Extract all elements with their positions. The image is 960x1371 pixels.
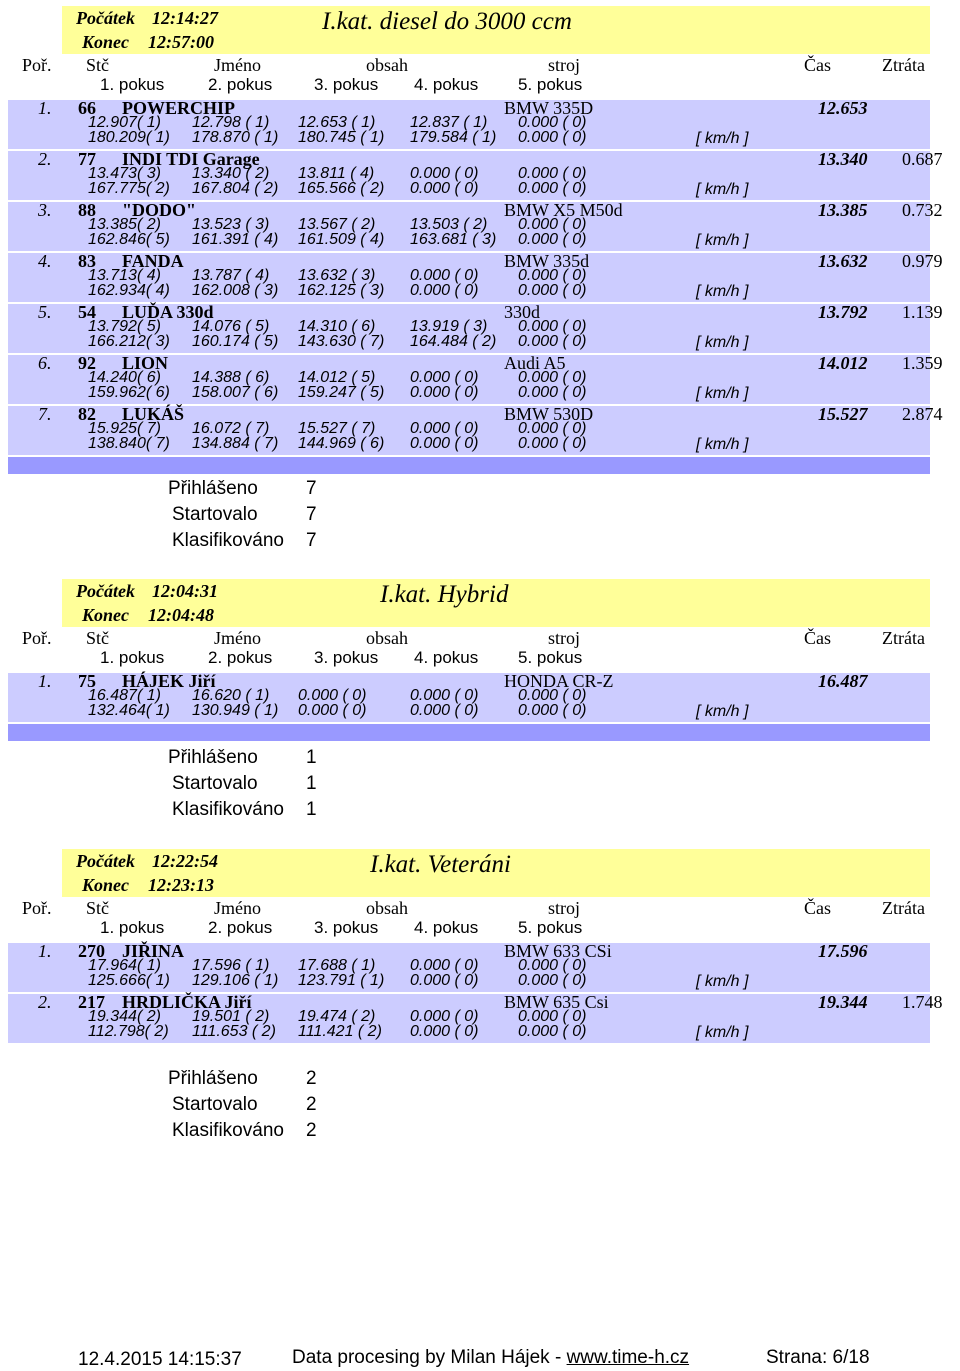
attempt-time-2: 14.076 ( 5) [192,318,270,335]
stat-value-klasifikovano: 2 [306,1120,317,1141]
result-start-number: 88 [78,200,96,220]
attempt-speed-3: 162.125 ( 3) [298,282,385,299]
attempt-time-1: 13.713( 4) [88,267,161,284]
attempt-time-4: 13.503 ( 2) [410,216,488,233]
attempt-time-3: 13.567 ( 2) [298,216,376,233]
result-name: HRDLIČKA Jiří [122,992,252,1012]
attempt-speed-2: 178.870 ( 1) [192,129,279,146]
attempt-speed-2: 160.174 ( 5) [192,333,279,350]
attempt-time-5: 0.000 ( 0) [518,267,587,284]
column-p5: 5. pokus [518,648,583,667]
column-jmeno: Jméno [214,55,261,75]
stat-label-prihlaseno: Přihlášeno [168,1068,258,1089]
result-loss: 1.748 [902,992,943,1012]
result-start-number: 82 [78,404,96,424]
stat-label-prihlaseno: Přihlášeno [168,747,258,768]
speed-unit: [ km/h ] [696,283,749,300]
stat-value-prihlaseno: 2 [306,1068,317,1089]
speed-unit: [ km/h ] [696,703,749,720]
attempt-time-4: 0.000 ( 0) [410,1008,479,1025]
result-car: BMW 335d [504,251,590,271]
attempt-time-3: 19.474 ( 2) [298,1008,376,1025]
result-loss: 0.979 [902,251,943,271]
column-ztrata: Ztráta [882,628,925,648]
stat-value-prihlaseno: 1 [306,747,317,768]
stat-value-startovalo: 1 [306,773,317,794]
attempt-speed-4: 0.000 ( 0) [410,435,479,452]
stat-value-klasifikovano: 7 [306,530,317,551]
speed-unit: [ km/h ] [696,1024,749,1041]
attempt-time-4: 0.000 ( 0) [410,369,479,386]
column-p3: 3. pokus [314,918,379,937]
result-rank: 3. [38,200,52,220]
attempt-speed-1: 112.798( 2) [88,1023,169,1040]
stat-label-startovalo: Startovalo [172,1094,258,1115]
result-rank: 7. [38,404,52,424]
speed-unit: [ km/h ] [696,130,749,147]
attempt-speed-5: 0.000 ( 0) [518,972,587,989]
section-separator [8,724,930,741]
column-p5: 5. pokus [518,75,583,94]
attempt-speed-4: 0.000 ( 0) [410,1023,479,1040]
attempt-time-2: 17.596 ( 1) [192,957,270,974]
attempt-time-3: 0.000 ( 0) [298,687,367,704]
attempt-speed-1: 162.934( 4) [88,282,170,299]
column-cas: Čas [804,628,831,648]
end-time: 12:04:48 [148,605,214,625]
column-stc: Stč [86,55,110,75]
attempt-speed-5: 0.000 ( 0) [518,180,587,197]
attempt-speed-5: 0.000 ( 0) [518,435,587,452]
attempt-time-2: 16.620 ( 1) [192,687,270,704]
attempt-time-4: 0.000 ( 0) [410,267,479,284]
attempt-speed-2: 162.008 ( 3) [192,282,279,299]
result-rank: 1. [38,941,52,961]
attempt-time-2: 13.340 ( 2) [192,165,270,182]
result-start-number: 54 [78,302,96,322]
attempt-speed-4: 179.584 ( 1) [410,129,497,146]
footer-credit [292,1347,689,1369]
attempt-speed-4: 0.000 ( 0) [410,180,479,197]
column-cas: Čas [804,55,831,75]
attempt-time-5: 0.000 ( 0) [518,114,587,131]
footer-credit-text: Data procesing by Milan Hájek - [292,1347,567,1368]
footer-date: 12.4.2015 14:15:37 [78,1349,242,1370]
attempt-speed-4: 164.484 ( 2) [410,333,497,350]
start-label: Počátek [76,851,135,871]
stat-value-prihlaseno: 7 [306,478,317,499]
result-rank: 2. [38,149,52,169]
result-name: HÁJEK Jiří [122,671,216,691]
speed-unit: [ km/h ] [696,436,749,453]
column-jmeno: Jméno [214,898,261,918]
attempt-time-4: 0.000 ( 0) [410,420,479,437]
attempt-speed-5: 0.000 ( 0) [518,231,587,248]
result-car: BMW 335D [504,98,594,118]
attempt-time-2: 16.072 ( 7) [192,420,270,437]
result-best-time: 17.596 [818,941,868,961]
start-time: 12:22:54 [152,851,218,871]
column-ztrata: Ztráta [882,55,925,75]
category-title: I.kat. Hybrid [380,581,509,608]
attempt-speed-3: 111.421 ( 2) [298,1023,382,1040]
result-best-time: 13.792 [818,302,868,322]
attempt-speed-4: 0.000 ( 0) [410,384,479,401]
attempt-speed-3: 143.630 ( 7) [298,333,385,350]
attempt-time-5: 0.000 ( 0) [518,318,587,335]
column-obsah: obsah [366,55,408,75]
column-p3: 3. pokus [314,648,379,667]
attempt-time-3: 15.527 ( 7) [298,420,376,437]
attempt-speed-5: 0.000 ( 0) [518,1023,587,1040]
result-best-time: 14.012 [818,353,868,373]
column-p2: 2. pokus [208,75,273,94]
column-p2: 2. pokus [208,648,273,667]
footer-page-number: Strana: 6/18 [766,1347,870,1368]
attempt-time-3: 13.632 ( 3) [298,267,376,284]
column-p1: 1. pokus [100,75,165,94]
result-rank: 6. [38,353,52,373]
attempt-time-5: 0.000 ( 0) [518,1008,587,1025]
result-start-number: 75 [78,671,96,691]
result-rank: 2. [38,992,52,1012]
result-start-number: 217 [78,992,105,1012]
attempt-speed-5: 0.000 ( 0) [518,384,587,401]
attempt-time-1: 16.487( 1) [88,687,161,704]
speed-unit: [ km/h ] [696,232,749,249]
stat-label-klasifikovano: Klasifikováno [172,799,284,820]
stat-label-startovalo: Startovalo [172,773,258,794]
attempt-speed-3: 180.745 ( 1) [298,129,385,146]
column-por: Poř. [22,628,52,648]
speed-unit: [ km/h ] [696,973,749,990]
attempt-time-3: 17.688 ( 1) [298,957,376,974]
result-name: LUĎA 330d [122,302,214,322]
result-start-number: 83 [78,251,96,271]
column-obsah: obsah [366,898,408,918]
category-title: I.kat. Veteráni [370,851,511,878]
column-p2: 2. pokus [208,918,273,937]
result-best-time: 13.385 [818,200,868,220]
result-name: LION [122,353,169,373]
attempt-speed-4: 0.000 ( 0) [410,702,479,719]
start-time: 12:04:31 [152,581,218,601]
attempt-time-5: 0.000 ( 0) [518,420,587,437]
stat-value-startovalo: 2 [306,1094,317,1115]
result-rank: 4. [38,251,52,271]
result-best-time: 12.653 [818,98,868,118]
column-stc: Stč [86,628,110,648]
attempt-time-1: 14.240( 6) [88,369,161,386]
result-rank: 5. [38,302,52,322]
attempt-speed-5: 0.000 ( 0) [518,282,587,299]
attempt-time-1: 12.907( 1) [88,114,161,131]
attempt-time-2: 13.787 ( 4) [192,267,270,284]
attempt-time-4: 12.837 ( 1) [410,114,488,131]
result-car: Audi A5 [504,353,566,373]
attempt-speed-2: 134.884 ( 7) [192,435,279,452]
attempt-speed-1: 167.775( 2) [88,180,170,197]
attempt-speed-2: 111.653 ( 2) [192,1023,276,1040]
result-name: POWERCHIP [122,98,236,118]
result-name: "DODO" [122,200,196,220]
attempt-speed-1: 125.666( 1) [88,972,170,989]
result-loss: 2.874 [902,404,943,424]
result-loss: 1.359 [902,353,943,373]
attempt-speed-3: 144.969 ( 6) [298,435,385,452]
column-stroj: stroj [548,628,581,648]
result-best-time: 13.340 [818,149,868,169]
attempt-speed-2: 167.804 ( 2) [192,180,279,197]
result-start-number: 270 [78,941,105,961]
column-obsah: obsah [366,628,408,648]
result-name: JIŘINA [122,941,185,961]
attempt-speed-2: 129.106 ( 1) [192,972,279,989]
category-title: I.kat. diesel do 3000 ccm [322,8,572,35]
attempt-speed-3: 165.566 ( 2) [298,180,385,197]
attempt-time-5: 0.000 ( 0) [518,165,587,182]
attempt-time-1: 15.925( 7) [88,420,161,437]
column-stroj: stroj [548,55,581,75]
stat-label-klasifikovano: Klasifikováno [172,530,284,551]
stat-label-klasifikovano: Klasifikováno [172,1120,284,1141]
attempt-time-1: 13.473( 3) [88,165,161,182]
speed-unit: [ km/h ] [696,334,749,351]
attempt-speed-4: 0.000 ( 0) [410,282,479,299]
attempt-speed-1: 162.846( 5) [88,231,170,248]
result-rank: 1. [38,671,52,691]
result-rank: 1. [38,98,52,118]
stat-value-startovalo: 7 [306,504,317,525]
attempt-time-3: 13.811 ( 4) [298,165,375,182]
end-label: Konec [82,605,129,625]
result-car: BMW 633 CSi [504,941,612,961]
column-p5: 5. pokus [518,918,583,937]
result-car: BMW X5 M50d [504,200,623,220]
attempt-speed-3: 123.791 ( 1) [298,972,385,989]
attempt-time-4: 13.919 ( 3) [410,318,488,335]
attempt-speed-1: 166.212( 3) [88,333,170,350]
attempt-time-2: 13.523 ( 3) [192,216,270,233]
column-p3: 3. pokus [314,75,379,94]
result-start-number: 77 [78,149,96,169]
result-loss: 1.139 [902,302,943,322]
stat-value-klasifikovano: 1 [306,799,317,820]
attempt-speed-5: 0.000 ( 0) [518,129,587,146]
attempt-speed-5: 0.000 ( 0) [518,702,587,719]
column-p4: 4. pokus [414,648,479,667]
speed-unit: [ km/h ] [696,385,749,402]
stat-label-startovalo: Startovalo [172,504,258,525]
result-name: LUKÁŠ [122,404,185,424]
attempt-time-1: 19.344( 2) [88,1008,161,1025]
attempt-speed-3: 159.247 ( 5) [298,384,385,401]
result-loss: 0.687 [902,149,943,169]
attempt-speed-1: 180.209( 1) [88,129,170,146]
result-name: FANDA [122,251,184,271]
end-time: 12:23:13 [148,875,214,895]
attempt-time-5: 0.000 ( 0) [518,687,587,704]
attempt-speed-2: 161.391 ( 4) [192,231,279,248]
attempt-time-1: 17.964( 1) [88,957,161,974]
attempt-time-5: 0.000 ( 0) [518,216,587,233]
attempt-time-3: 14.310 ( 6) [298,318,376,335]
attempt-speed-3: 161.509 ( 4) [298,231,385,248]
result-start-number: 66 [78,98,96,118]
attempt-time-1: 13.792( 5) [88,318,161,335]
start-label: Počátek [76,581,135,601]
column-ztrata: Ztráta [882,898,925,918]
column-p1: 1. pokus [100,918,165,937]
attempt-time-5: 0.000 ( 0) [518,957,587,974]
column-p4: 4. pokus [414,918,479,937]
column-por: Poř. [22,898,52,918]
end-label: Konec [82,32,129,52]
attempt-speed-3: 0.000 ( 0) [298,702,367,719]
column-stroj: stroj [548,898,581,918]
footer-website-link[interactable]: www.time-h.cz [566,1347,690,1368]
attempt-time-4: 0.000 ( 0) [410,957,479,974]
result-car: 330d [504,302,540,322]
result-car: BMW 635 Csi [504,992,609,1012]
attempt-time-3: 12.653 ( 1) [298,114,376,131]
result-car: HONDA CR-Z [504,671,614,691]
end-time: 12:57:00 [148,32,214,52]
attempt-speed-1: 132.464( 1) [88,702,170,719]
result-best-time: 19.344 [818,992,868,1012]
result-name: INDI TDI Garage [122,149,260,169]
section-separator [8,457,930,474]
speed-unit: [ km/h ] [696,181,749,198]
attempt-speed-2: 158.007 ( 6) [192,384,279,401]
attempt-time-2: 12.798 ( 1) [192,114,270,131]
attempt-time-5: 0.000 ( 0) [518,369,587,386]
attempt-time-4: 0.000 ( 0) [410,165,479,182]
column-cas: Čas [804,898,831,918]
attempt-time-2: 14.388 ( 6) [192,369,270,386]
result-car: BMW 530D [504,404,594,424]
column-p4: 4. pokus [414,75,479,94]
result-loss: 0.732 [902,200,943,220]
start-label: Počátek [76,8,135,28]
attempt-time-2: 19.501 ( 2) [192,1008,270,1025]
attempt-speed-1: 138.840( 7) [88,435,170,452]
end-label: Konec [82,875,129,895]
attempt-speed-5: 0.000 ( 0) [518,333,587,350]
attempt-speed-2: 130.949 ( 1) [192,702,279,719]
column-por: Poř. [22,55,52,75]
result-best-time: 15.527 [818,404,868,424]
result-best-time: 16.487 [818,671,868,691]
attempt-time-3: 14.012 ( 5) [298,369,376,386]
column-p1: 1. pokus [100,648,165,667]
attempt-time-4: 0.000 ( 0) [410,687,479,704]
attempt-speed-4: 163.681 ( 3) [410,231,497,248]
start-time: 12:14:27 [152,8,218,28]
stat-label-prihlaseno: Přihlášeno [168,478,258,499]
attempt-time-1: 13.385( 2) [88,216,161,233]
attempt-speed-1: 159.962( 6) [88,384,170,401]
column-stc: Stč [86,898,110,918]
result-start-number: 92 [78,353,96,373]
column-jmeno: Jméno [214,628,261,648]
result-best-time: 13.632 [818,251,868,271]
attempt-speed-4: 0.000 ( 0) [410,972,479,989]
